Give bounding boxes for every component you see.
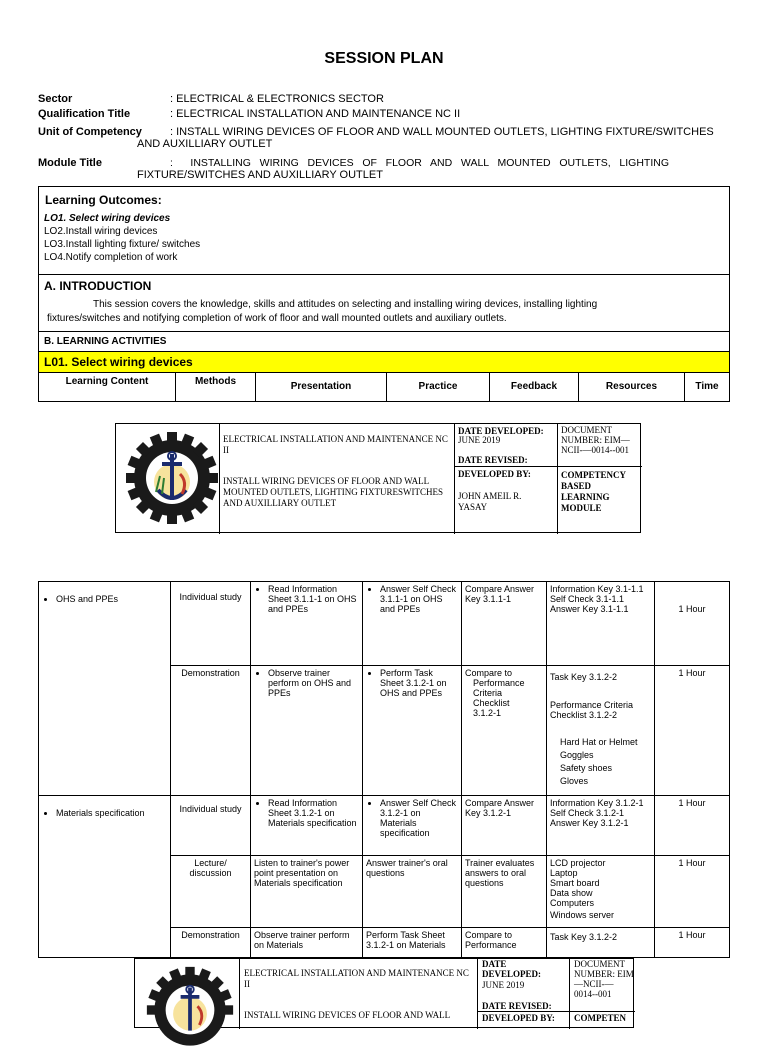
resource-item: Information Key 3.1.2-1 [550,798,644,808]
col-practice: Practice [387,373,490,401]
module-value: : INSTALLING WIRING DEVICES OF FLOOR AND WALL MOUNTED OUTLETS, LIGHTING [170,157,670,169]
activities-table [38,581,730,958]
content-ohs-cell [39,582,171,796]
list-item: • Perform Task Sheet 3.1.2-1 on OHS and PPEs [380,668,458,698]
date-developed-value: JUNE 2019 [458,435,501,445]
list-item: • Answer Self Check 3.1.1-1 on OHS and PPEs [380,584,458,614]
qualification-label: Qualification Title [38,108,131,120]
lo-bar [38,352,730,373]
table-row [39,582,730,666]
practice-cell [363,796,462,856]
method-cell: Demonstration [171,928,251,958]
table-row [39,796,730,856]
divider [454,466,642,467]
learning-outcomes-heading: Learning Outcomes: [45,193,162,207]
resource-item: Windows server [550,910,615,920]
lo3-item: LO3.Install lighting fixture/ switches [44,239,201,250]
resource-item: Answer Key 3.1-1.1 [550,604,629,614]
divider [454,424,455,534]
resources-cell [547,582,655,666]
module-label: Module Title [38,157,102,169]
resources-cell [547,666,655,796]
date-revised-label: DATE REVISED: [458,455,528,465]
col-learning-content: Learning Content [39,373,176,401]
lo4-item: LO4.Notify completion of work [44,252,178,263]
time-cell: 1 Hour [655,796,730,856]
method-cell: Individual study [171,796,251,856]
resources-cell [547,796,655,856]
page-title: SESSION PLAN [324,50,444,67]
feedback-line: 3.1.2-1 [473,708,502,718]
list-item: • Read Information Sheet 3.1.2-1 on Materials specification [268,798,359,828]
unit-value-cont: AND AUXILLIARY OUTLET [137,138,273,150]
developed-by-label: DEVELOPED BY: [458,469,531,479]
gear-anchor-logo-icon [124,430,220,526]
col-feedback: Feedback [490,373,579,401]
presentation-cell [251,582,363,666]
list-item: • Read Information Sheet 3.1.1-1 on OHS and PPEs [268,584,359,614]
list-item: • Answer Self Check 3.1.2-1 on Materials specification [380,798,458,838]
presentation-cell: Observe trainer perform on Materials [251,928,363,958]
module-org-title: ELECTRICAL INSTALLATION AND MAINTENANCE NC II [223,434,448,455]
module-header-2 [134,958,634,1028]
divider [219,424,220,534]
introduction-heading: A. INTRODUCTION [44,279,152,293]
col-methods: Methods [176,373,256,401]
presentation-cell [251,796,363,856]
resource-item: Hard Hat or Helmet [560,737,638,747]
date-developed-label: DATE DEVELOPED: [482,959,542,979]
practice-cell: Perform Task Sheet 3.1.2-1 on Materials [363,928,462,958]
resource-item: Answer Key 3.1.2-1 [550,818,629,828]
list-item: • Materials specification [56,808,167,818]
introduction-text-cont: fixtures/switches and notifying completion of work of floor and wall mounted outlets and auxiliary outlets. [47,313,507,324]
feedback-line: Checklist [473,698,510,708]
lo1-item: LO1. Select wiring devices [44,213,171,224]
learning-outcomes-box [38,186,730,275]
introduction-text: This session covers the knowledge, skills and attitudes on selecting and installing wiring devices, installing lighting [93,299,598,310]
module-org-title: ELECTRICAL INSTALLATION AND MAINTENANCE NC II [244,968,469,989]
method-cell: Individual study [171,582,251,666]
divider [477,1011,635,1012]
cblm-label: COMPETENCY BASED LEARNING MODULE [561,470,626,513]
qualification-value: : ELECTRICAL INSTALLATION AND MAINTENANCE NC II [170,108,461,120]
time-cell: 1 Hour [655,856,730,928]
sector-value: : ELECTRICAL & ELECTRONICS SECTOR [170,93,384,105]
unit-value: : INSTALL WIRING DEVICES OF FLOOR AND WALL MOUNTED OUTLETS, LIGHTING FIXTURE/SWITCHES [170,126,714,138]
feedback-cell [462,666,547,796]
time-cell: 1 Hour [655,666,730,796]
module-header [115,423,641,533]
resource-item: Data show [550,888,593,898]
module-subtitle: INSTALL WIRING DEVICES OF FLOOR AND WALL [244,1010,451,1020]
learning-activities-heading: B. LEARNING ACTIVITIES [44,336,167,347]
resource-item: Gloves [560,776,589,786]
time-cell: 1 Hour [655,928,730,958]
lo-bar-text: L01. Select wiring devices [44,355,193,369]
resource-item: Laptop [550,868,578,878]
gear-anchor-logo-icon [145,965,235,1055]
list-item: • Observe trainer perform on OHS and PPEs [268,668,359,698]
cblm-label: COMPETEN [574,1013,627,1023]
lo2-item: LO2.Install wiring devices [44,226,158,237]
feedback-line: Criteria [473,688,503,698]
divider [239,959,240,1029]
content-materials-cell [39,796,171,958]
document-number: DOCUMENT NUMBER: EIM—NCII-—0014-‐001 [574,959,634,999]
feedback-line: Compare to [465,668,513,678]
introduction-box [38,274,730,332]
practice-cell: Answer trainer's oral questions [363,856,462,928]
date-developed-value: JUNE 2019 [482,980,525,990]
feedback-cell: Compare Answer Key 3.1.1-1 [462,582,547,666]
resource-item: Goggles [560,750,594,760]
activities-header-table [38,373,730,402]
module-subtitle: INSTALL WIRING DEVICES OF FLOOR AND WALL MOUNTED OUTLETS, LIGHTING FIXTURESWITCHES AND AUXILLIARY OUTLET [223,476,443,508]
resource-item: Task Key 3.1.2-2 [550,672,618,682]
unit-label: Unit of Competency [38,126,142,138]
resource-item: Self Check 3.1-1.1 [550,594,625,604]
developed-by-value: JOHN AMEIL R. YASAY [458,491,522,512]
col-presentation: Presentation [256,373,387,401]
col-resources: Resources [579,373,685,401]
sector-label: Sector [38,93,73,105]
resource-item: Computers [550,898,595,908]
presentation-cell: Listen to trainer's power point presentation on Materials specification [251,856,363,928]
module-value-cont: FIXTURE/SWITCHES AND AUXILLIARY OUTLET [137,169,383,181]
feedback-line: Performance [473,678,525,688]
feedback-cell: Compare to Performance [462,928,547,958]
developed-by-label: DEVELOPED BY: [482,1013,555,1023]
resource-item: LCD projector [550,858,606,868]
feedback-cell: Compare Answer Key 3.1.2-1 [462,796,547,856]
date-revised-label: DATE REVISED: [482,1001,552,1011]
presentation-cell [251,666,363,796]
time-cell: 1 Hour [655,582,730,666]
feedback-cell: Trainer evaluates answers to oral questions [462,856,547,928]
learning-activities-heading-box [38,332,730,352]
method-cell: Lecture/ discussion [171,856,251,928]
divider [569,959,570,1029]
col-time: Time [685,373,730,401]
divider [557,424,558,534]
resource-item: Performance Criteria Checklist 3.1.2-2 [550,700,634,720]
resource-item: Smart board [550,878,600,888]
resources-cell [547,856,655,928]
practice-cell [363,582,462,666]
method-cell: Demonstration [171,666,251,796]
resources-cell: Task Key 3.1.2-2 [547,928,655,958]
list-item: • OHS and PPEs [56,594,167,604]
resource-item: Self Check 3.1.2-1 [550,808,625,818]
resource-item: Safety shoes [560,763,613,773]
divider [477,959,478,1029]
resource-item: Information Key 3.1-1.1 [550,584,644,594]
document-number: DOCUMENT NUMBER: EIM—NCII-—0014-‐001 [561,425,630,455]
practice-cell [363,666,462,796]
date-developed-label: DATE DEVELOPED: [458,426,544,436]
